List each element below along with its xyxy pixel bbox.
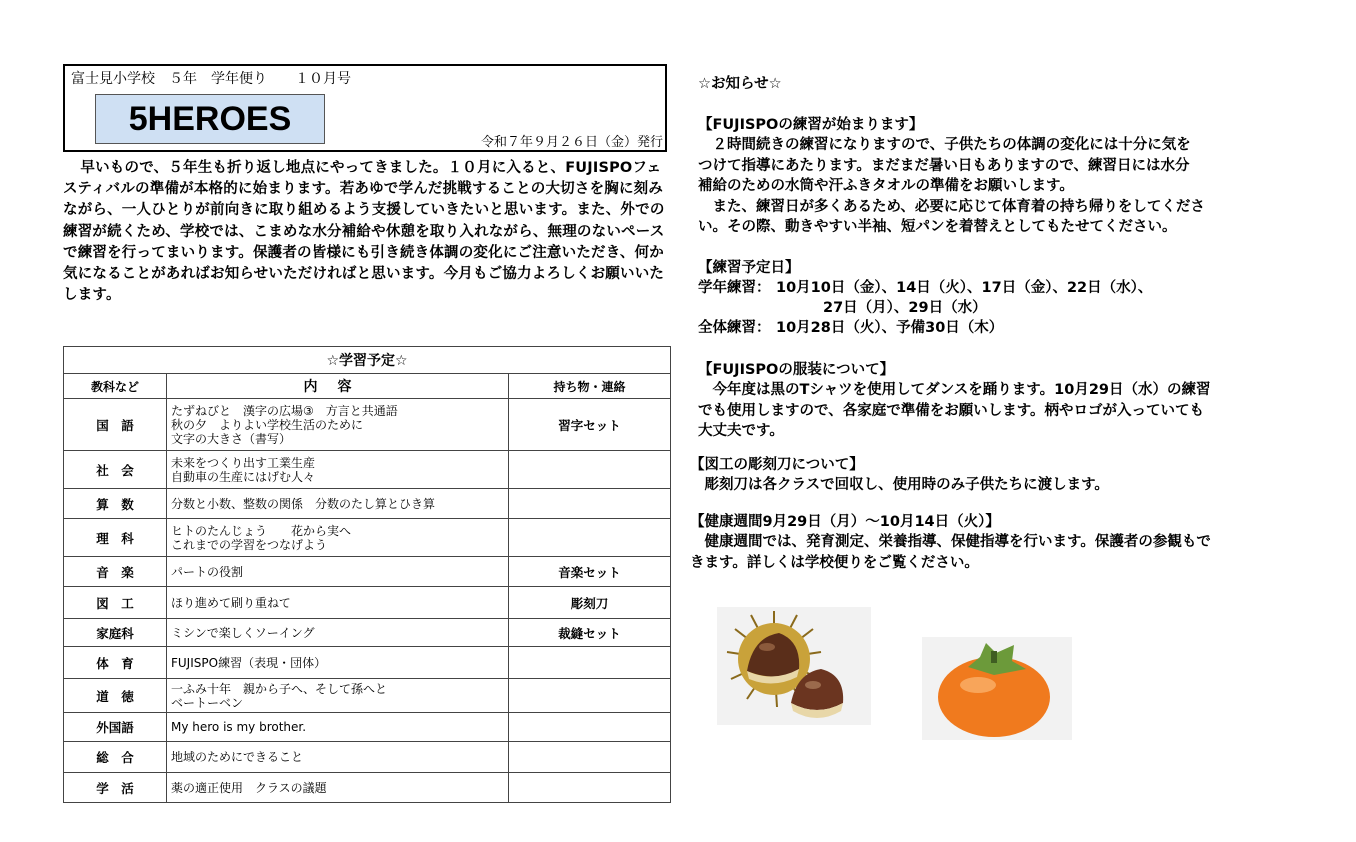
table-row [64, 742, 671, 773]
items-cell [509, 647, 671, 679]
fujispo-clothes-title: 【FUJISPOの服装について】 [698, 362, 895, 378]
subject-cell: 家庭科 [64, 619, 167, 647]
subject-cell: 図 工 [64, 587, 167, 619]
table-row [64, 489, 671, 519]
items-cell [509, 451, 671, 489]
items-cell [509, 773, 671, 803]
subject-cell: 理 科 [64, 519, 167, 557]
content-cell: ヒトのたんじょう 花から実へ これまでの学習をつなげよう [167, 519, 509, 557]
fujispo-practice-body: ２時間続きの練習になりますので、子供たちの体調の変化には十分に気を つけて指導にあたります。まだまだ暑い日もありますので、練習日には水分 補給のための水筒や汗ふきタオルの準備をお願いします。 また、練習日が多くあるため、必要に応じて体育着の持ち帰りをしてくださ い。その際、動きやすい半袖、短パンを着替えとしてもたせてください。 [698, 137, 1205, 235]
persimmon-illustration [922, 637, 1072, 740]
all-practice-dates: 10月28日（火）、予備30日（木） [776, 320, 1004, 336]
table-row [64, 619, 671, 647]
subject-cell: 算 数 [64, 489, 167, 519]
subject-cell: 総 合 [64, 742, 167, 773]
all-practice-label: 全体練習： [698, 320, 771, 336]
content-cell: 薬の適正使用 クラスの議題 [167, 773, 509, 803]
table-body [64, 399, 671, 803]
chestnut-icon [717, 607, 871, 725]
table-row [64, 773, 671, 803]
table-row [64, 587, 671, 619]
items-cell [509, 679, 671, 713]
column-header-items: 持ち物・連絡 [509, 374, 671, 399]
table-row [64, 679, 671, 713]
persimmon-icon [922, 637, 1072, 740]
fujispo-clothes-body: 今年度は黒のTシャツを使用してダンスを踊ります。10月29日（水）の練習 でも使用しますので、各家庭で準備をお願いします。柄やロゴが入っていても 大丈夫です。 [698, 382, 1211, 439]
subject-cell: 音 楽 [64, 557, 167, 587]
carving-knife-title: 【図工の彫刻刀について】 [690, 457, 864, 473]
health-week-title: 【健康週間9月29日（月）～10月14日（火）】 [690, 514, 1000, 530]
subject-cell: 外国語 [64, 713, 167, 742]
newsletter-header [63, 64, 667, 152]
column-header-content: 内容 [167, 374, 509, 399]
table-row [64, 519, 671, 557]
content-cell: FUJISPO練習（表現・団体） [167, 647, 509, 679]
carving-knife-body: 彫刻刀は各クラスで回収し、使用時のみ子供たちに渡します。 [690, 477, 1109, 493]
items-cell: 裁縫セット [509, 619, 671, 647]
grade-practice-dates: 10月10日（金）、14日（火）、17日（金）、22日（水）、 [776, 280, 1153, 296]
content-cell: ほり進めて刷り重ねて [167, 587, 509, 619]
notices-heading: ☆お知らせ☆ [698, 76, 782, 92]
study-schedule-table [63, 346, 671, 803]
fujispo-practice-title: 【FUJISPOの練習が始まります】 [698, 117, 924, 133]
issue-date: 令和７年９月２６日（金）発行 [480, 135, 663, 150]
subject-cell: 体 育 [64, 647, 167, 679]
practice-schedule-title: 【練習予定日】 [698, 260, 800, 276]
items-cell: 音楽セット [509, 557, 671, 587]
content-cell: 地域のためにできること [167, 742, 509, 773]
items-cell: 習字セット [509, 399, 671, 451]
content-cell: My hero is my brother. [167, 713, 509, 742]
subject-cell: 道 徳 [64, 679, 167, 713]
newsletter-title: 5HEROES [95, 94, 325, 144]
column-header-subject: 教科など [64, 374, 167, 399]
chestnut-illustration [717, 607, 871, 725]
content-cell: 分数と小数、整数の関係 分数のたし算とひき算 [167, 489, 509, 519]
content-cell: たずねびと 漢字の広場③ 方言と共通語 秋の夕 よりよい学校生活のために 文字の大きさ（書写） [167, 399, 509, 451]
health-week-body: 健康週間では、発育測定、栄養指導、保健指導を行います。保護者の参観もで きます。詳しくは学校便りをご覧ください。 [690, 534, 1211, 571]
intro-paragraph: 早いもので、５年生も折り返し地点にやってきました。１０月に入ると、FUJISPOフェスティバルの準備が本格的に始まります。若あゆで学んだ挑戦することの大切さを胸に刻みながら、一人ひとりが前向きに取り組めるよう支援していきたいと思います。また、外での練習が続くため、学校では、こまめな水分補給や休憩を取り入れながら、無理のないペースで練習を行ってまいります。保護者の皆様にも引き続き体調の変化にご注意いただき、何か気になることがあればお知らせいただければと思います。今月もご協力よろしくお願いいたします。 [63, 160, 665, 304]
table-row [64, 557, 671, 587]
grade-practice-label: 学年練習： [698, 280, 771, 296]
content-cell: ミシンで楽しくソーイング [167, 619, 509, 647]
items-cell [509, 519, 671, 557]
table-row [64, 399, 671, 451]
content-cell: パートの役割 [167, 557, 509, 587]
subject-cell: 学 活 [64, 773, 167, 803]
items-cell [509, 742, 671, 773]
table-caption: ☆学習予定☆ [64, 347, 671, 374]
table-row [64, 647, 671, 679]
items-cell [509, 713, 671, 742]
items-cell [509, 489, 671, 519]
grade-practice-dates-2: 27日（月）、29日（水） [823, 300, 987, 316]
table-row [64, 451, 671, 489]
items-cell: 彫刻刀 [509, 587, 671, 619]
content-cell: 未来をつくり出す工業生産 自動車の生産にはげむ人々 [167, 451, 509, 489]
school-info-line: 富士見小学校 ５年 学年便り １０月号 [71, 71, 351, 87]
subject-cell: 国 語 [64, 399, 167, 451]
content-cell: 一ふみ十年 親から子へ、そして孫へと ベートーベン [167, 679, 509, 713]
subject-cell: 社 会 [64, 451, 167, 489]
table-row [64, 713, 671, 742]
